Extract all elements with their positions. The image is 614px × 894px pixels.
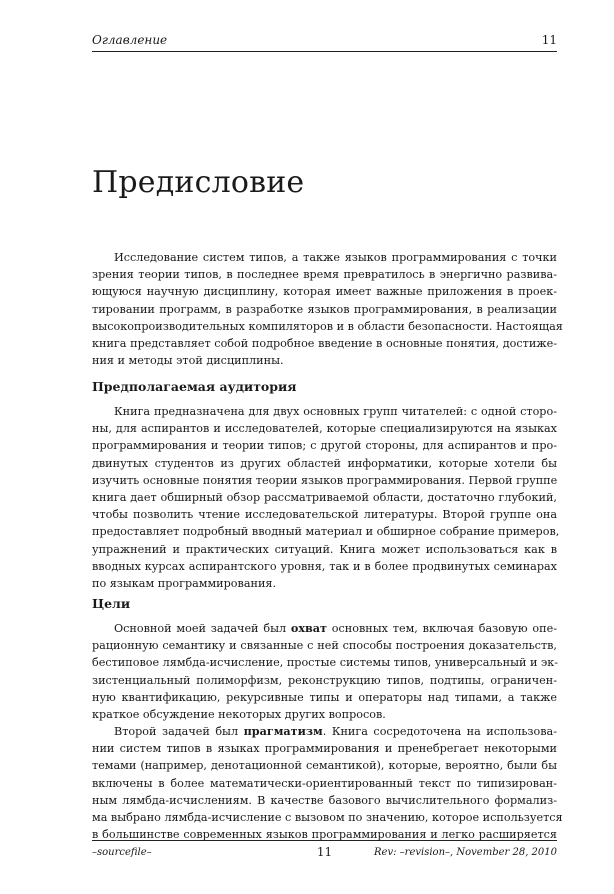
goals-paragraph-1 [92, 620, 557, 723]
footer-page-number: 11 [316, 845, 333, 859]
footer-sourcefile: –sourcefile– [92, 847, 152, 858]
chapter-title: Предисловие [92, 165, 305, 200]
text-line: ма выбрано лямбда-исчисление с вызовом по значению, которое используется [92, 810, 563, 824]
text-line: темами (например, денотационной семантикой), которые, вероятно, были бы [92, 759, 557, 773]
text-line: зистенциальный полиморфизм, реконструкцию типов, подтипы, ограничен- [92, 673, 557, 687]
text-line: зрения теории типов, в последнее время превратилось в энергично развива- [92, 268, 557, 282]
text-line: вводных курсах аспирантского уровня, так и в более продвинутых семинарах [92, 559, 557, 573]
text-line: рационную семантику и связанные с ней способы построения доказательств, [92, 639, 557, 653]
header-page-number: 11 [541, 33, 557, 47]
text-line [92, 620, 557, 637]
text-run: Основной моей задачей был [114, 622, 291, 635]
text-run: . Книга сосредоточена на использова- [322, 725, 558, 738]
text-line: нии систем типов в языках программирования и пренебрегает некоторыми [92, 742, 557, 756]
text-run: основных тем, включая базовую опе- [326, 622, 557, 635]
section-heading-goals: Цели [92, 596, 131, 611]
text-line: чтобы позволить чтение исследовательской литературы. Второй группе она [92, 508, 557, 522]
text-line: ния и методы этой дисциплины. [92, 354, 284, 368]
text-line: ны, для аспирантов и исследователей, которые специализируются на языках [92, 422, 557, 436]
running-footer [92, 845, 557, 861]
text-line: краткое обсуждение некоторых других вопросов. [92, 707, 386, 721]
text-line: ную квантификацию, рекурсивные типы и операторы над типами, а также [92, 690, 557, 704]
text-line: программирования и теории типов; с другой стороны, для аспирантов и про- [92, 439, 557, 453]
text-line: высокопроизводительных компиляторов и в области безопасности. Настоящая [92, 319, 563, 333]
text-line: в большинстве современных языков программирования и легко расширяется [92, 828, 557, 842]
text-line: упражнений и практических ситуаций. Книга может использоваться как в [92, 542, 557, 556]
text-line: двинутых студентов из других областей информатики, которые хотели бы [92, 456, 557, 470]
footer-rule [92, 840, 557, 841]
header-rule [92, 51, 557, 52]
header-section-title: Оглавление [92, 33, 168, 47]
text-line: книга дает обширный обзор рассматриваемой области, достаточно глубокий, [92, 490, 557, 504]
text-line: предоставляет подробный вводный материал и обширное собрание примеров, [92, 525, 560, 539]
text-line: книга представляет собой подробное введение в основные понятия, достиже- [92, 336, 557, 350]
text-line [92, 723, 557, 740]
text-run: Второй задачей был [114, 725, 244, 738]
text-line: бестиповое лямбда-исчисление, простые системы типов, универсальный и эк- [92, 656, 559, 670]
footer-revision: Rev: –revision–, November 28, 2010 [374, 847, 557, 858]
text-line: Книга предназначена для двух основных групп читателей: с одной сторо- [114, 405, 557, 418]
text-line: включены в более математически-ориентированный текст по типизирован- [92, 776, 557, 790]
text-line: тировании программ, в разработке языков программирования, в реализации [92, 302, 557, 316]
emphasis-coverage: охват [290, 621, 327, 635]
text-line: Исследование систем типов, а также языков программирования с точки [114, 251, 557, 264]
section-heading-audience: Предполагаемая аудитория [92, 379, 297, 394]
text-line: по языкам программирования. [92, 576, 277, 590]
audience-paragraph [92, 403, 560, 592]
emphasis-pragmatism: прагматизм [243, 724, 323, 738]
text-line: ющуюся научную дисциплину, которая имеет важные приложения в проек- [92, 285, 557, 299]
text-line: изучить основные понятия теории языков программирования. Первой группе [92, 473, 558, 487]
text-line: ным лямбда-исчислениям. В качестве базового вычислительного формализ- [92, 793, 557, 807]
goals-paragraph-2 [92, 723, 563, 843]
intro-paragraph [92, 249, 563, 369]
running-header [92, 33, 557, 49]
